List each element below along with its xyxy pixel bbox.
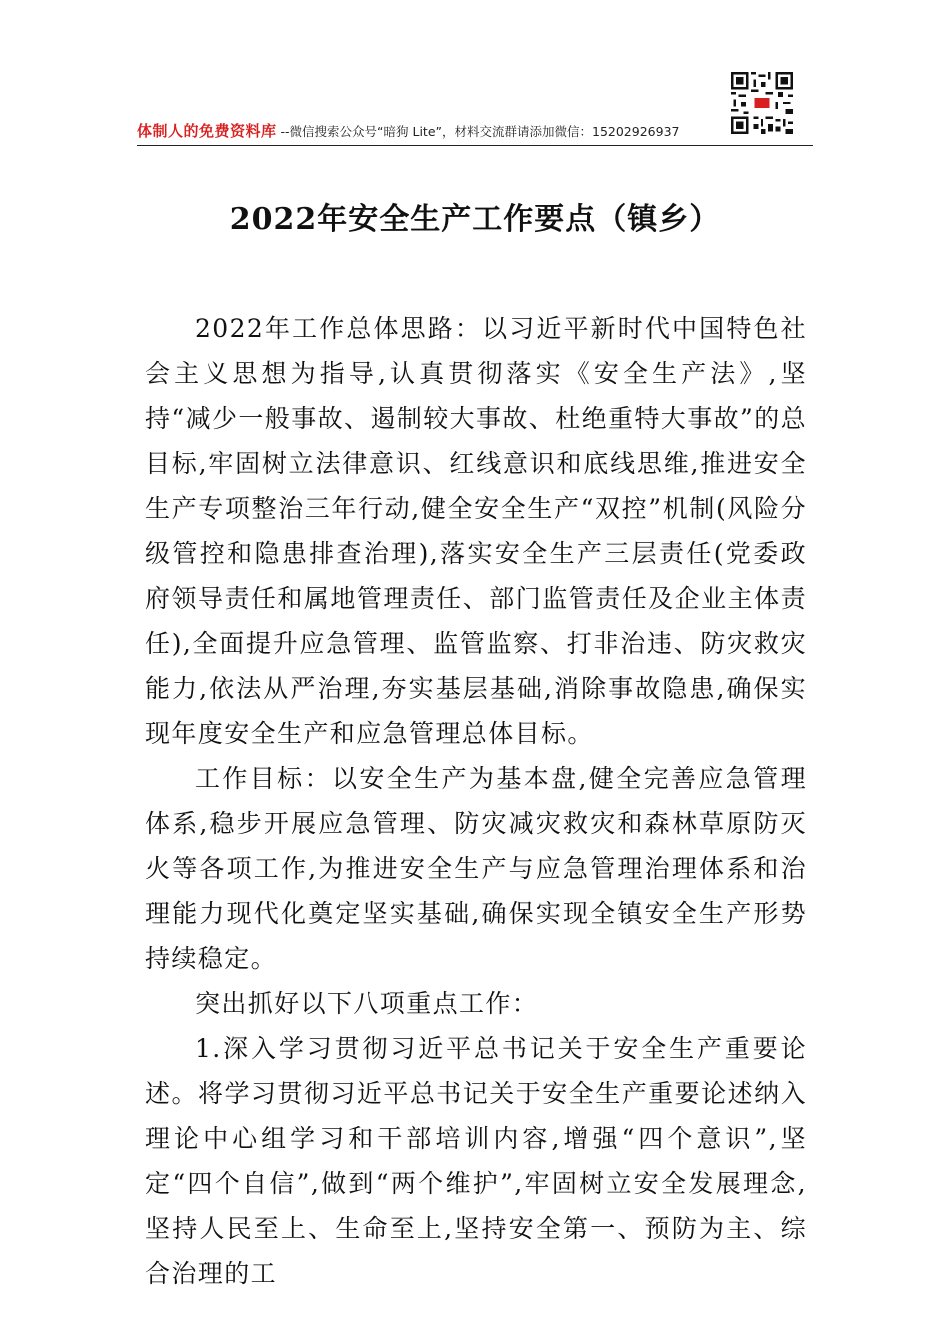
paragraph-task-1: 1.深入学习贯彻习近平总书记关于安全生产重要论述。将学习贯彻习近平总书记关于安全生产重要论述纳入理论中心组学习和干部培训内容,增强“四个意识”,坚定“四个自信”,做到“两个维护”,牢固树立安全发展理念,坚持人民至上、生命至上,坚持安全第一、预防为主、综合治理的工: [145, 1034, 807, 1288]
paragraph-overall-approach: 2022年工作总体思路：以习近平新时代中国特色社会主义思想为指导,认真贯彻落实《安全生产法》,坚持“减少一般事故、遏制较大事故、杜绝重特大事故”的总目标,牢固树立法律意识、红线意识和底线思维,推进安全生产专项整治三年行动,健全安全生产“双控”机制(风险分级管控和隐患排查治理),落实安全生产三层责任(党委政府领导责任和属地管理责任、部门监管责任及企业主体责任),全面提升应急管理、监管监察、打非治违、防灾救灾能力,依法从严治理,夯实基层基础,消除事故隐患,确保实现年度安全生产和应急管理总体目标。: [145, 314, 807, 748]
header-brand: 体制人的免费资料库: [137, 122, 277, 140]
document-title: 2022年安全生产工作要点（镇乡）: [229, 202, 721, 237]
page-header: [137, 70, 813, 146]
header-tagline: --微信搜索公众号“暗狗 Lite”，材料交流群请添加微信：15202926937: [280, 124, 680, 139]
header-line: [137, 122, 679, 141]
paragraph-work-goals: 工作目标：以安全生产为基本盘,健全完善应急管理体系,稳步开展应急管理、防灾减灾救灾和森林草原防灭火等各项工作,为推进安全生产与应急管理治理体系和治理能力现代化奠定坚实基础,确保实现全镇安全生产形势持续稳定。: [145, 764, 807, 973]
paragraph-key-tasks-intro: 突出抓好以下八项重点工作：: [195, 989, 539, 1018]
qr-code-icon: [731, 72, 793, 134]
document-body: [145, 306, 807, 1296]
